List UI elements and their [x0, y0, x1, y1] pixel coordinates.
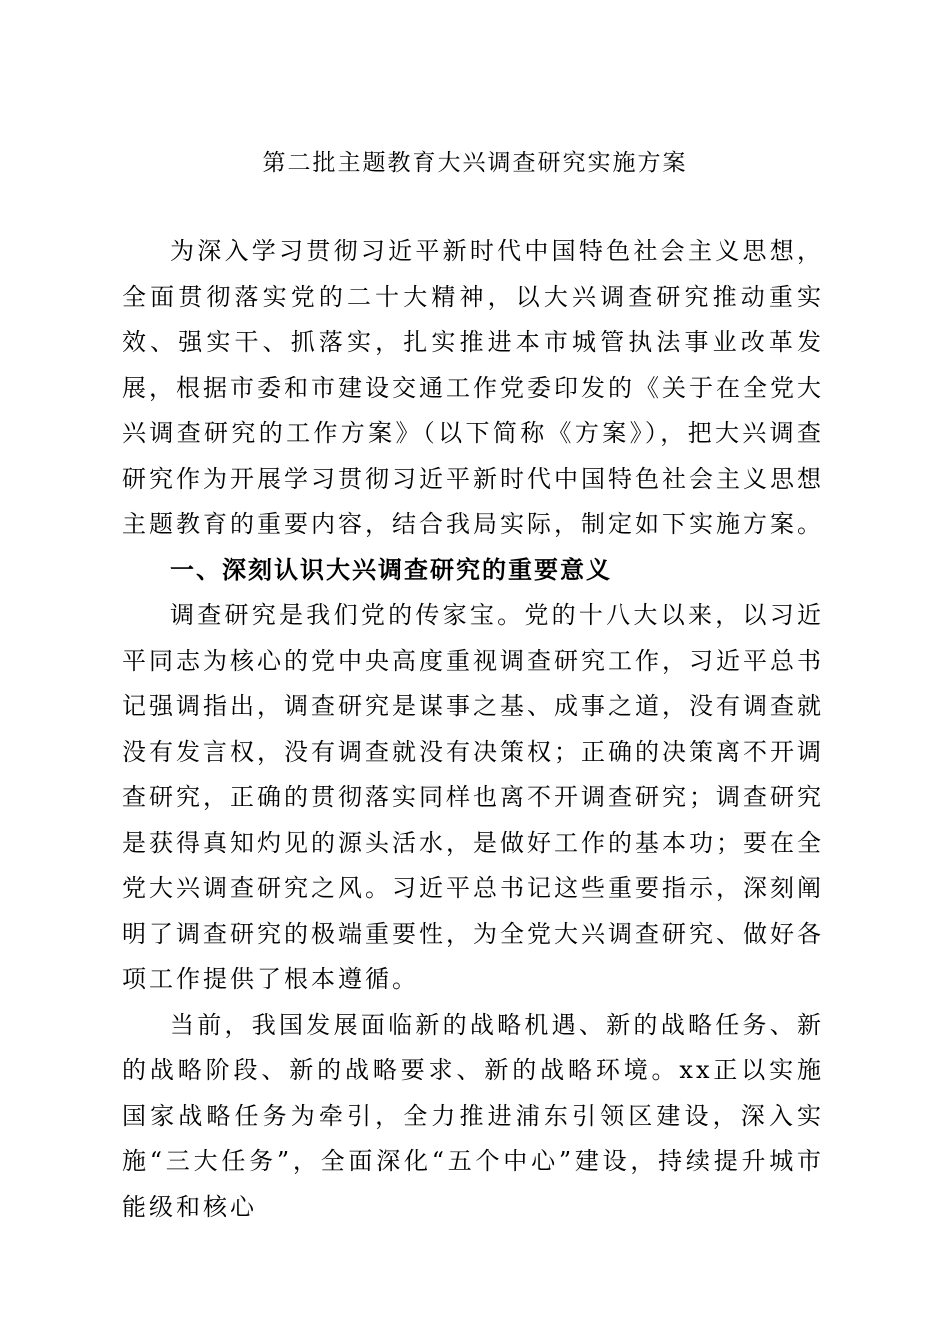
body-paragraph: 当前，我国发展面临新的战略机遇、新的战略任务、新的战略阶段、新的战略要求、新的战略环境。xx正以实施国家战略任务为牵引，全力推进浦东引领区建设，深入实施“三大任务”，全面深化“五个中心”建设，持续提升城市能级和核心: [122, 1010, 824, 1221]
document-title: 第二批主题教育大兴调查研究实施方案: [262, 150, 688, 176]
intro-paragraph: 为深入学习贯彻习近平新时代中国特色社会主义思想，全面贯彻落实党的二十大精神，以大兴调查研究推动重实效、强实干、抓落实，扎实推进本市城管执法事业改革发展，根据市委和市建设交通工作党委印发的《关于在全党大兴调查研究的工作方案》（以下简称《方案》），把大兴调查研究作为开展学习贯彻习近平新时代中国特色社会主义思想主题教育的重要内容，结合我局实际，制定如下实施方案。: [122, 237, 824, 538]
body-paragraph: 调查研究是我们党的传家宝。党的十八大以来，以习近平同志为核心的党中央高度重视调查研究工作，习近平总书记强调指出，调查研究是谋事之基、成事之道，没有调查就没有发言权，没有调查就没有决策权；正确的决策离不开调查研究，正确的贯彻落实同样也离不开调查研究；调查研究是获得真知灼见的源头活水，是做好工作的基本功；要在全党大兴调查研究之风。习近平总书记这些重要指示，深刻阐明了调查研究的极端重要性，为全党大兴调查研究、做好各项工作提供了根本遵循。: [122, 601, 824, 993]
document-body: [122, 229, 824, 1230]
section-heading: 一、深刻认识大兴调查研究的重要意义: [170, 555, 612, 584]
